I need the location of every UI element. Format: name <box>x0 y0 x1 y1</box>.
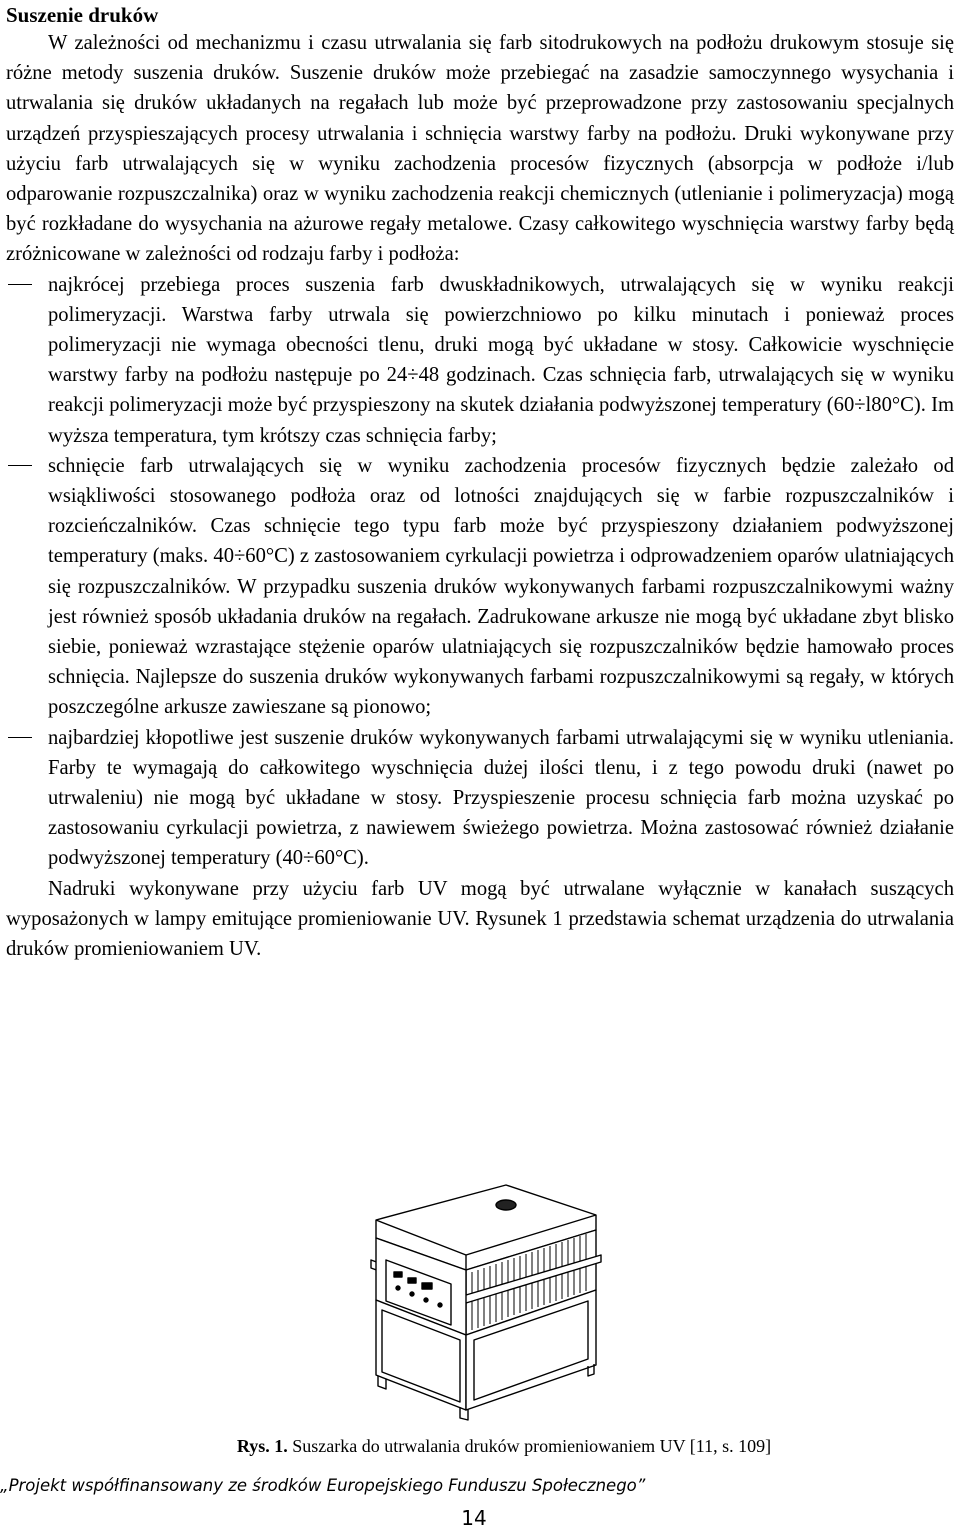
section-title: Suszenie druków <box>6 3 159 27</box>
list-item-text: schnięcie farb utrwalających się w wyniku zachodzenia procesów fizycznych będzie zależało od wsiąkliwości stosowanego podłoża oraz od lotności znajdujących się w farbie rozpuszczalników i rozcieńczalników. Czas schnięcie tego typu farb może być przyspieszony działaniem podwyższonej temperatury (maks. 40÷60°C) z zastosowaniem cyrkulacji powietrza i odprowadzeniem oparów ulatniających się rozpuszczalników. W przypadku suszenia druków wykonywanych farbami rozpuszczalnikowymi ważny jest również sposób układania druków na regałach. Zadrukowane arkusze nie mogą być układane zbyt blisko siebie, ponieważ wzrastające stężenie oparów ulatniających się rozpuszczalników będzie hamowało proces schnięcia. Najlepsze do suszenia druków wykonywanych farbami rozpuszczalnikowymi są regały, w których poszczególne arkusze zawieszane są pionowo; <box>48 454 954 719</box>
dash-bullet-icon <box>8 737 32 738</box>
intro-paragraph: W zależności od mechanizmu i czasu utrwalania się farb sitodrukowych na podłożu drukowym stosuje się różne metody suszenia druków. Suszenie druków może przebiegać na zasadzie samoczynnego wysychania i utrwalania się druków układanych na regałach lub może być przeprowadzone przy zastosowaniu specjalnych urządzeń przyspieszających procesy utrwalania i schnięcia warstwy farby na podłożu. Druki wykonywane przy użyciu farb utrwalających się w wyniku zachodzenia procesów fizycznych (absorpcja w podłoże i/lub odparowanie rozpuszczalnika) oraz w wyniku zachodzenia reakcji chemicznych (utlenianie i polimeryzacja) mogą być rozkładane do wysychania na ażurowe regały metalowe. Czasy całkowitego wyschnięcia warstwy farby będą zróżnicowane w zależności od rodzaju farby i podłoża: <box>6 32 954 266</box>
list-item-text: najbardziej kłopotliwe jest suszenie druków wykonywanych farbami utrwalającymi się w wyniku utleniania. Farby te wymagają do całkowitego wyschnięcia dużej ilości tlenu, i z tego powodu druki (nawet po utrwaleniu) nie mogą być układane w stosy. Przyspieszenie procesu schnięcia farb można uzyskać po zastosowaniu cyrkulacji powietrza, z nawiewem świeżego powietrza. Można zastosować również działanie podwyższonej temperatury (40÷60°C). <box>48 726 954 870</box>
closing-paragraph: Nadruki wykonywane przy użyciu farb UV mogą być utrwalane wyłącznie w kanałach suszących wyposażonych w lampy emitujące promieniowanie UV. Rysunek 1 przedstawia schemat urządzenia do utrwalania druków promieniowaniem UV. <box>6 877 954 961</box>
list-item <box>6 451 954 723</box>
document-body <box>6 28 954 964</box>
list-item <box>6 723 954 874</box>
list-item-text: najkrócej przebiega proces suszenia farb dwuskładnikowych, utrwalających się w wyniku reakcji polimeryzacji. Warstwa farby utrwala się powierzchniowo po kilku minutach i ponieważ proces polimeryzacji nie wymaga obecności tlenu, druki mogą być układane w stosy. Całkowicie wyschnięcie warstwy farby na podłożu następuje po 24÷48 godzinach. Czas schnięcia farb, utrwalających się w wyniku reakcji polimeryzacji może być przyspieszony na skutek działania podwyższonej temperatury (60÷l80°C). Im wyższa temperatura, tym krótszy czas schnięcia farby; <box>48 273 954 447</box>
figure-caption <box>0 1435 948 1457</box>
list-item <box>6 270 954 451</box>
page-number: 14 <box>461 1506 487 1530</box>
footer-text: Projekt współfinansowany ze środków Europejskiego Funduszu Społecznego <box>8 1476 637 1495</box>
caption-text: Suszarka do utrwalania druków promieniowaniem UV [11, s. 109] <box>292 1436 772 1456</box>
dash-bullet-icon <box>8 465 32 466</box>
caption-label: Rys. 1. <box>236 1436 288 1456</box>
uv-dryer-machine-illustration <box>356 1160 606 1430</box>
drying-methods-list <box>6 270 954 874</box>
page-footer: „Projekt współfinansowany ze środków Europejskiego Funduszu Społecznego” <box>0 1476 646 1495</box>
dash-bullet-icon <box>8 284 32 285</box>
